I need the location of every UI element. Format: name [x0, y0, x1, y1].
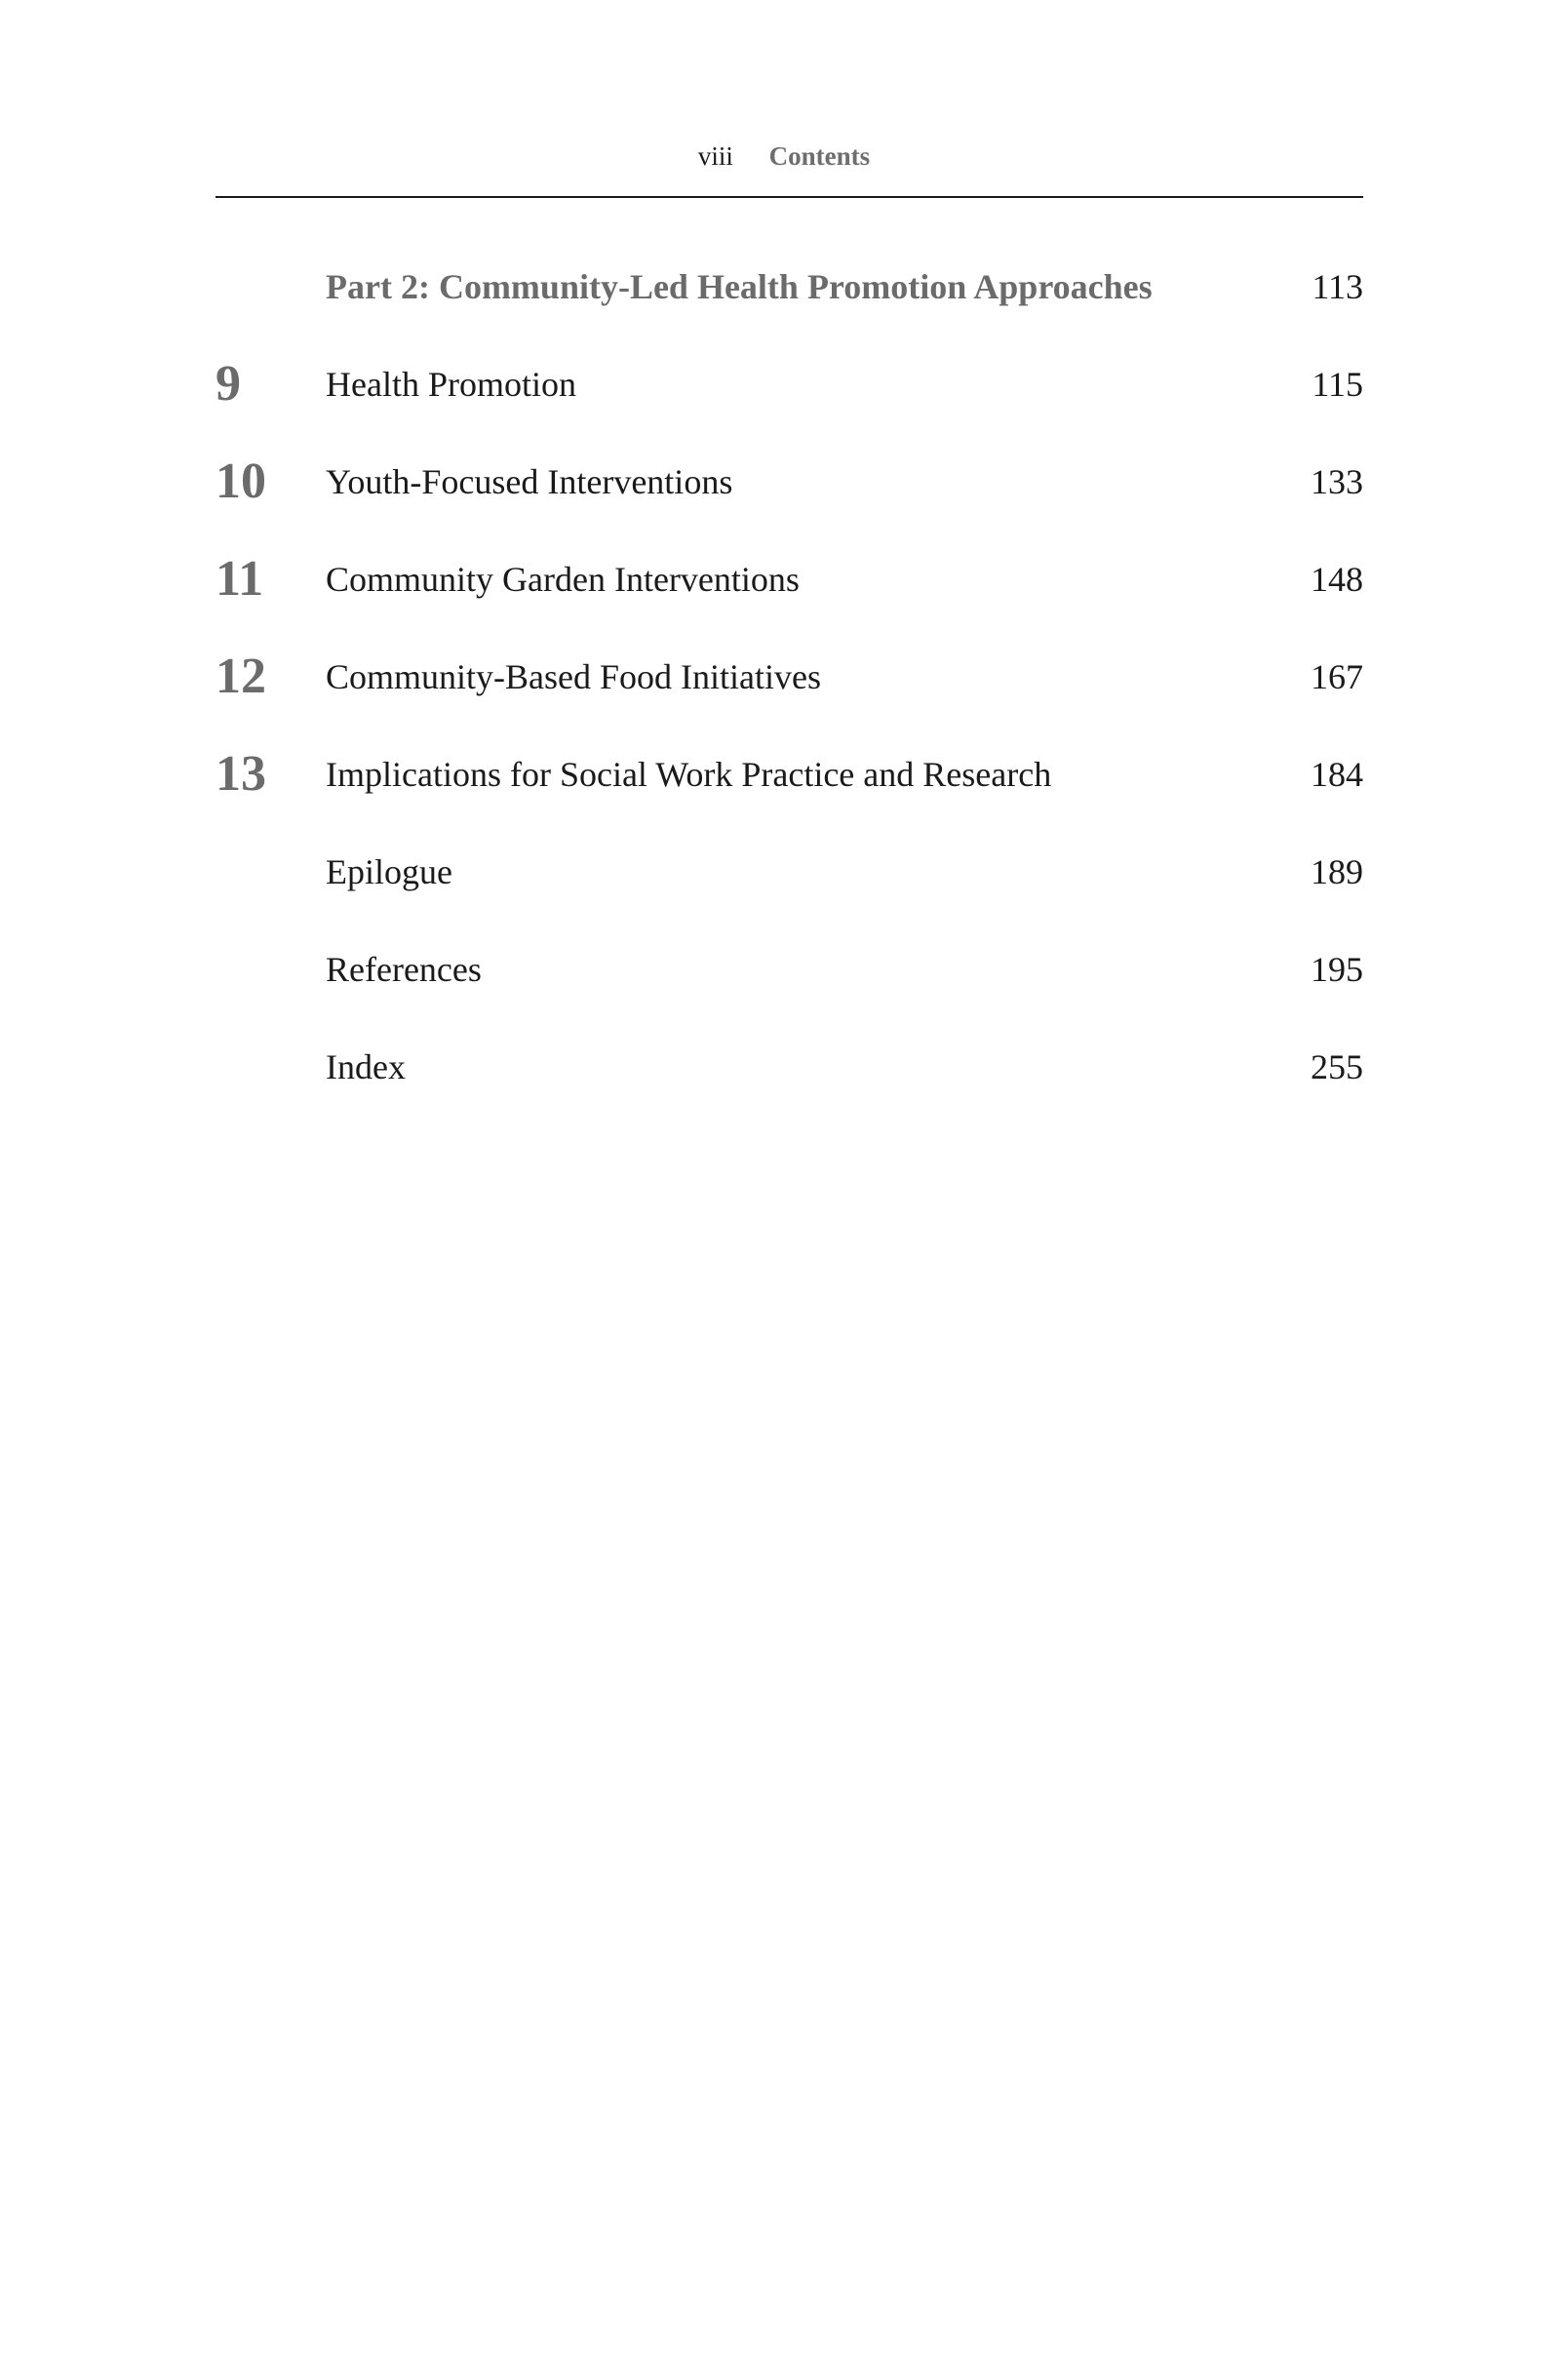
- toc-epilogue[interactable]: [216, 834, 1363, 931]
- part-title: Part 2: Community-Led Health Promotion Approaches: [326, 267, 1153, 306]
- chapter-number: 11: [216, 551, 264, 607]
- chapter-number: 12: [216, 649, 266, 704]
- back-matter-title: Epilogue: [326, 852, 452, 891]
- chapter-page-number: 115: [1312, 365, 1363, 404]
- toc-references[interactable]: [216, 931, 1363, 1029]
- back-matter-title: References: [326, 950, 482, 989]
- toc-chapter-9[interactable]: [216, 346, 1363, 444]
- toc-part-heading[interactable]: [216, 249, 1363, 346]
- chapter-page-number: 148: [1311, 560, 1363, 599]
- toc-chapter-10[interactable]: [216, 444, 1363, 541]
- running-head: [0, 137, 1568, 176]
- back-matter-title: Index: [326, 1047, 406, 1086]
- chapter-title: Community-Based Food Initiatives: [326, 657, 821, 696]
- chapter-title: Implications for Social Work Practice and Research: [326, 755, 1052, 794]
- chapter-page-number: 167: [1311, 657, 1363, 696]
- table-of-contents: [216, 249, 1363, 1126]
- back-matter-page-number: 195: [1311, 950, 1363, 989]
- back-matter-page-number: 189: [1311, 852, 1363, 891]
- section-title: Contents: [768, 141, 871, 171]
- chapter-page-number: 184: [1311, 755, 1363, 794]
- toc-chapter-11[interactable]: [216, 541, 1363, 639]
- chapter-page-number: 133: [1311, 462, 1363, 501]
- chapter-title: Health Promotion: [326, 365, 576, 404]
- chapter-number: 10: [216, 453, 266, 509]
- back-matter-page-number: 255: [1311, 1047, 1363, 1086]
- header-rule: [216, 196, 1363, 198]
- part-page-number: 113: [1312, 267, 1363, 306]
- chapter-number: 9: [216, 356, 241, 412]
- chapter-number: 13: [216, 746, 266, 802]
- chapter-title: Community Garden Interventions: [326, 560, 800, 599]
- toc-chapter-12[interactable]: [216, 639, 1363, 736]
- chapter-title: Youth-Focused Interventions: [326, 462, 733, 501]
- toc-index[interactable]: [216, 1029, 1363, 1126]
- page-folio: viii: [697, 141, 733, 171]
- toc-chapter-13[interactable]: [216, 736, 1363, 834]
